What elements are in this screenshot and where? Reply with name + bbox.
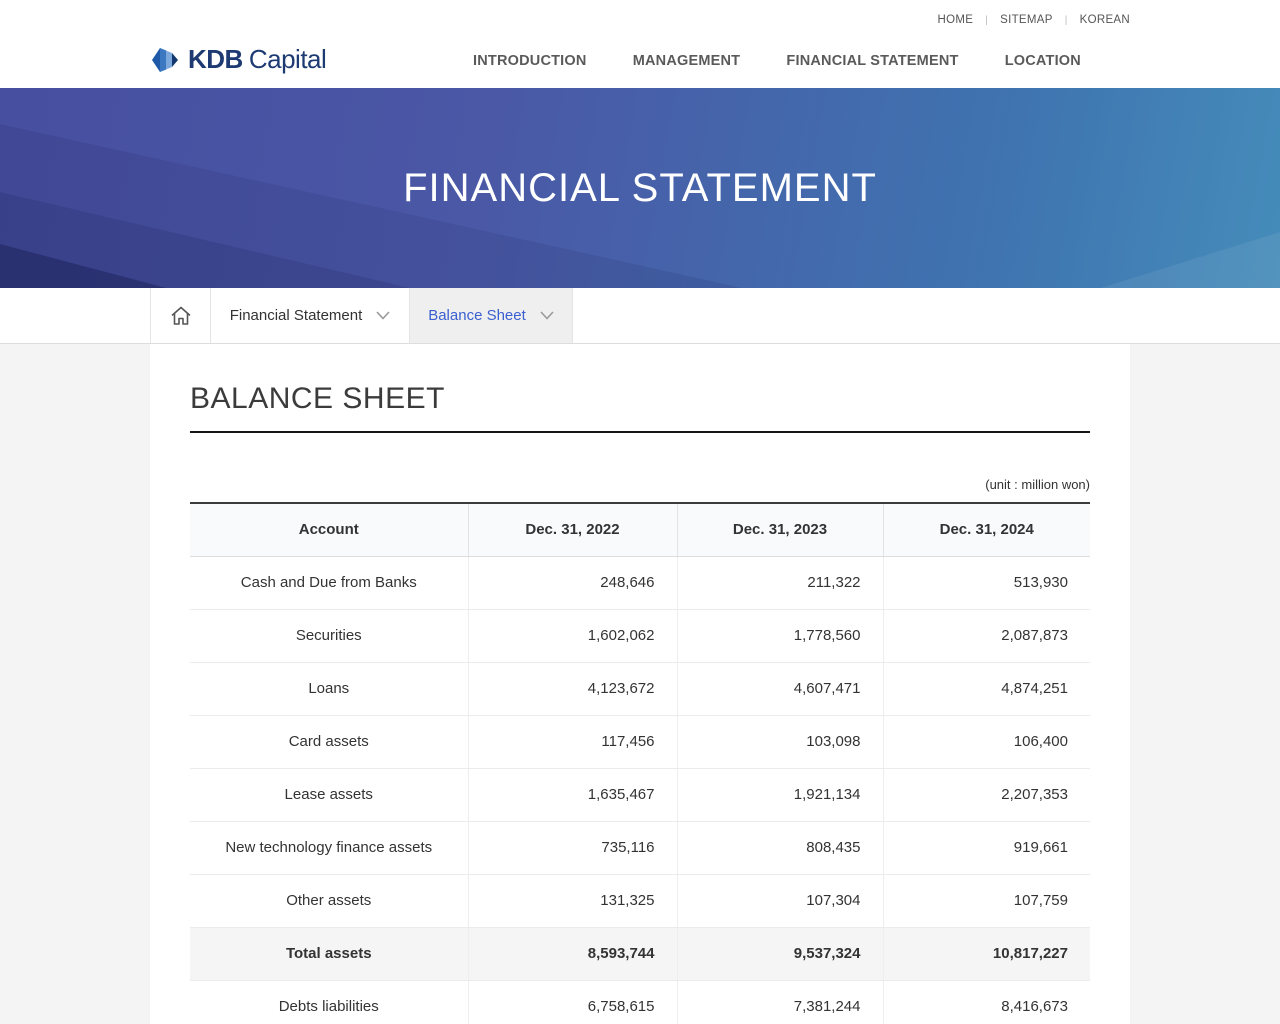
utility-link-sitemap[interactable]: SITEMAP — [1000, 14, 1053, 26]
value-cell: 103,098 — [677, 715, 883, 768]
value-cell: 6,758,615 — [468, 980, 677, 1024]
breadcrumb-spacer — [0, 288, 150, 343]
value-cell: 211,322 — [677, 556, 883, 609]
account-cell: Total assets — [190, 927, 468, 980]
value-cell: 8,416,673 — [883, 980, 1090, 1024]
brand-logo[interactable] — [150, 44, 326, 75]
breadcrumb-home-button[interactable] — [150, 288, 211, 343]
breadcrumb-level1-label: Financial Statement — [229, 307, 363, 324]
balance-sheet-table — [190, 502, 1090, 1024]
account-cell: Securities — [190, 609, 468, 662]
table-row — [190, 609, 1090, 662]
table-row — [190, 874, 1090, 927]
brand-capital: Capital — [248, 44, 327, 74]
column-header-account: Account — [190, 503, 468, 556]
value-cell: 1,602,062 — [468, 609, 677, 662]
value-cell: 107,304 — [677, 874, 883, 927]
content-panel — [150, 344, 1130, 1024]
home-icon — [169, 304, 193, 328]
value-cell: 248,646 — [468, 556, 677, 609]
value-cell: 4,607,471 — [677, 662, 883, 715]
value-cell: 4,874,251 — [883, 662, 1090, 715]
utility-separator: | — [985, 14, 989, 26]
brand-kdb: KDB — [188, 44, 243, 74]
page-title: BALANCE SHEET — [190, 382, 445, 415]
column-header-2023: Dec. 31, 2023 — [677, 503, 883, 556]
account-cell: Loans — [190, 662, 468, 715]
hero-title: FINANCIAL STATEMENT — [403, 165, 877, 210]
value-cell: 1,778,560 — [677, 609, 883, 662]
value-cell: 4,123,672 — [468, 662, 677, 715]
value-cell: 1,921,134 — [677, 768, 883, 821]
value-cell: 106,400 — [883, 715, 1090, 768]
nav-item-location[interactable]: LOCATION — [1004, 53, 1081, 69]
value-cell: 7,381,244 — [677, 980, 883, 1024]
value-cell: 131,325 — [468, 874, 677, 927]
table-row — [190, 715, 1090, 768]
value-cell: 808,435 — [677, 821, 883, 874]
value-cell: 9,537,324 — [677, 927, 883, 980]
utility-nav — [938, 14, 1130, 26]
title-divider — [190, 431, 1090, 433]
value-cell: 2,207,353 — [883, 768, 1090, 821]
value-cell: 8,593,744 — [468, 927, 677, 980]
value-cell: 2,087,873 — [883, 609, 1090, 662]
value-cell: 735,116 — [468, 821, 677, 874]
unit-note: (unit : million won) — [985, 477, 1090, 492]
account-cell: Card assets — [190, 715, 468, 768]
utility-link-korean[interactable]: KOREAN — [1079, 14, 1130, 26]
account-cell: Cash and Due from Banks — [190, 556, 468, 609]
content-area — [0, 344, 1280, 1024]
account-cell: Other assets — [190, 874, 468, 927]
column-header-2024: Dec. 31, 2024 — [883, 503, 1090, 556]
table-header-row — [190, 503, 1090, 556]
account-cell: Lease assets — [190, 768, 468, 821]
value-cell: 10,817,227 — [883, 927, 1090, 980]
value-cell: 1,635,467 — [468, 768, 677, 821]
value-cell: 117,456 — [468, 715, 677, 768]
table-row — [190, 768, 1090, 821]
column-header-2022: Dec. 31, 2022 — [468, 503, 677, 556]
value-cell: 513,930 — [883, 556, 1090, 609]
hero-banner — [0, 88, 1280, 288]
brand-text — [188, 44, 326, 75]
table-row — [190, 821, 1090, 874]
main-nav — [473, 53, 1081, 69]
chevron-down-icon — [540, 311, 554, 320]
utility-separator: | — [1064, 14, 1068, 26]
value-cell: 919,661 — [883, 821, 1090, 874]
value-cell: 107,759 — [883, 874, 1090, 927]
breadcrumb-level2-label: Balance Sheet — [428, 307, 526, 324]
table-row — [190, 556, 1090, 609]
breadcrumb — [0, 288, 1280, 344]
chevron-down-icon — [376, 311, 390, 320]
nav-item-financial-statement[interactable]: FINANCIAL STATEMENT — [786, 53, 959, 69]
account-cell: Debts liabilities — [190, 980, 468, 1024]
table-row-total-assets — [190, 927, 1090, 980]
table-row — [190, 980, 1090, 1024]
site-header — [0, 0, 1280, 88]
table-row — [190, 662, 1090, 715]
nav-item-management[interactable]: MANAGEMENT — [632, 53, 741, 69]
nav-item-introduction[interactable]: INTRODUCTION — [473, 53, 587, 69]
kdb-logo-icon — [150, 45, 180, 75]
utility-link-home[interactable]: HOME — [937, 14, 974, 26]
breadcrumb-dropdown-section[interactable] — [211, 288, 410, 343]
breadcrumb-dropdown-page[interactable] — [410, 288, 573, 343]
account-cell: New technology finance assets — [190, 821, 468, 874]
